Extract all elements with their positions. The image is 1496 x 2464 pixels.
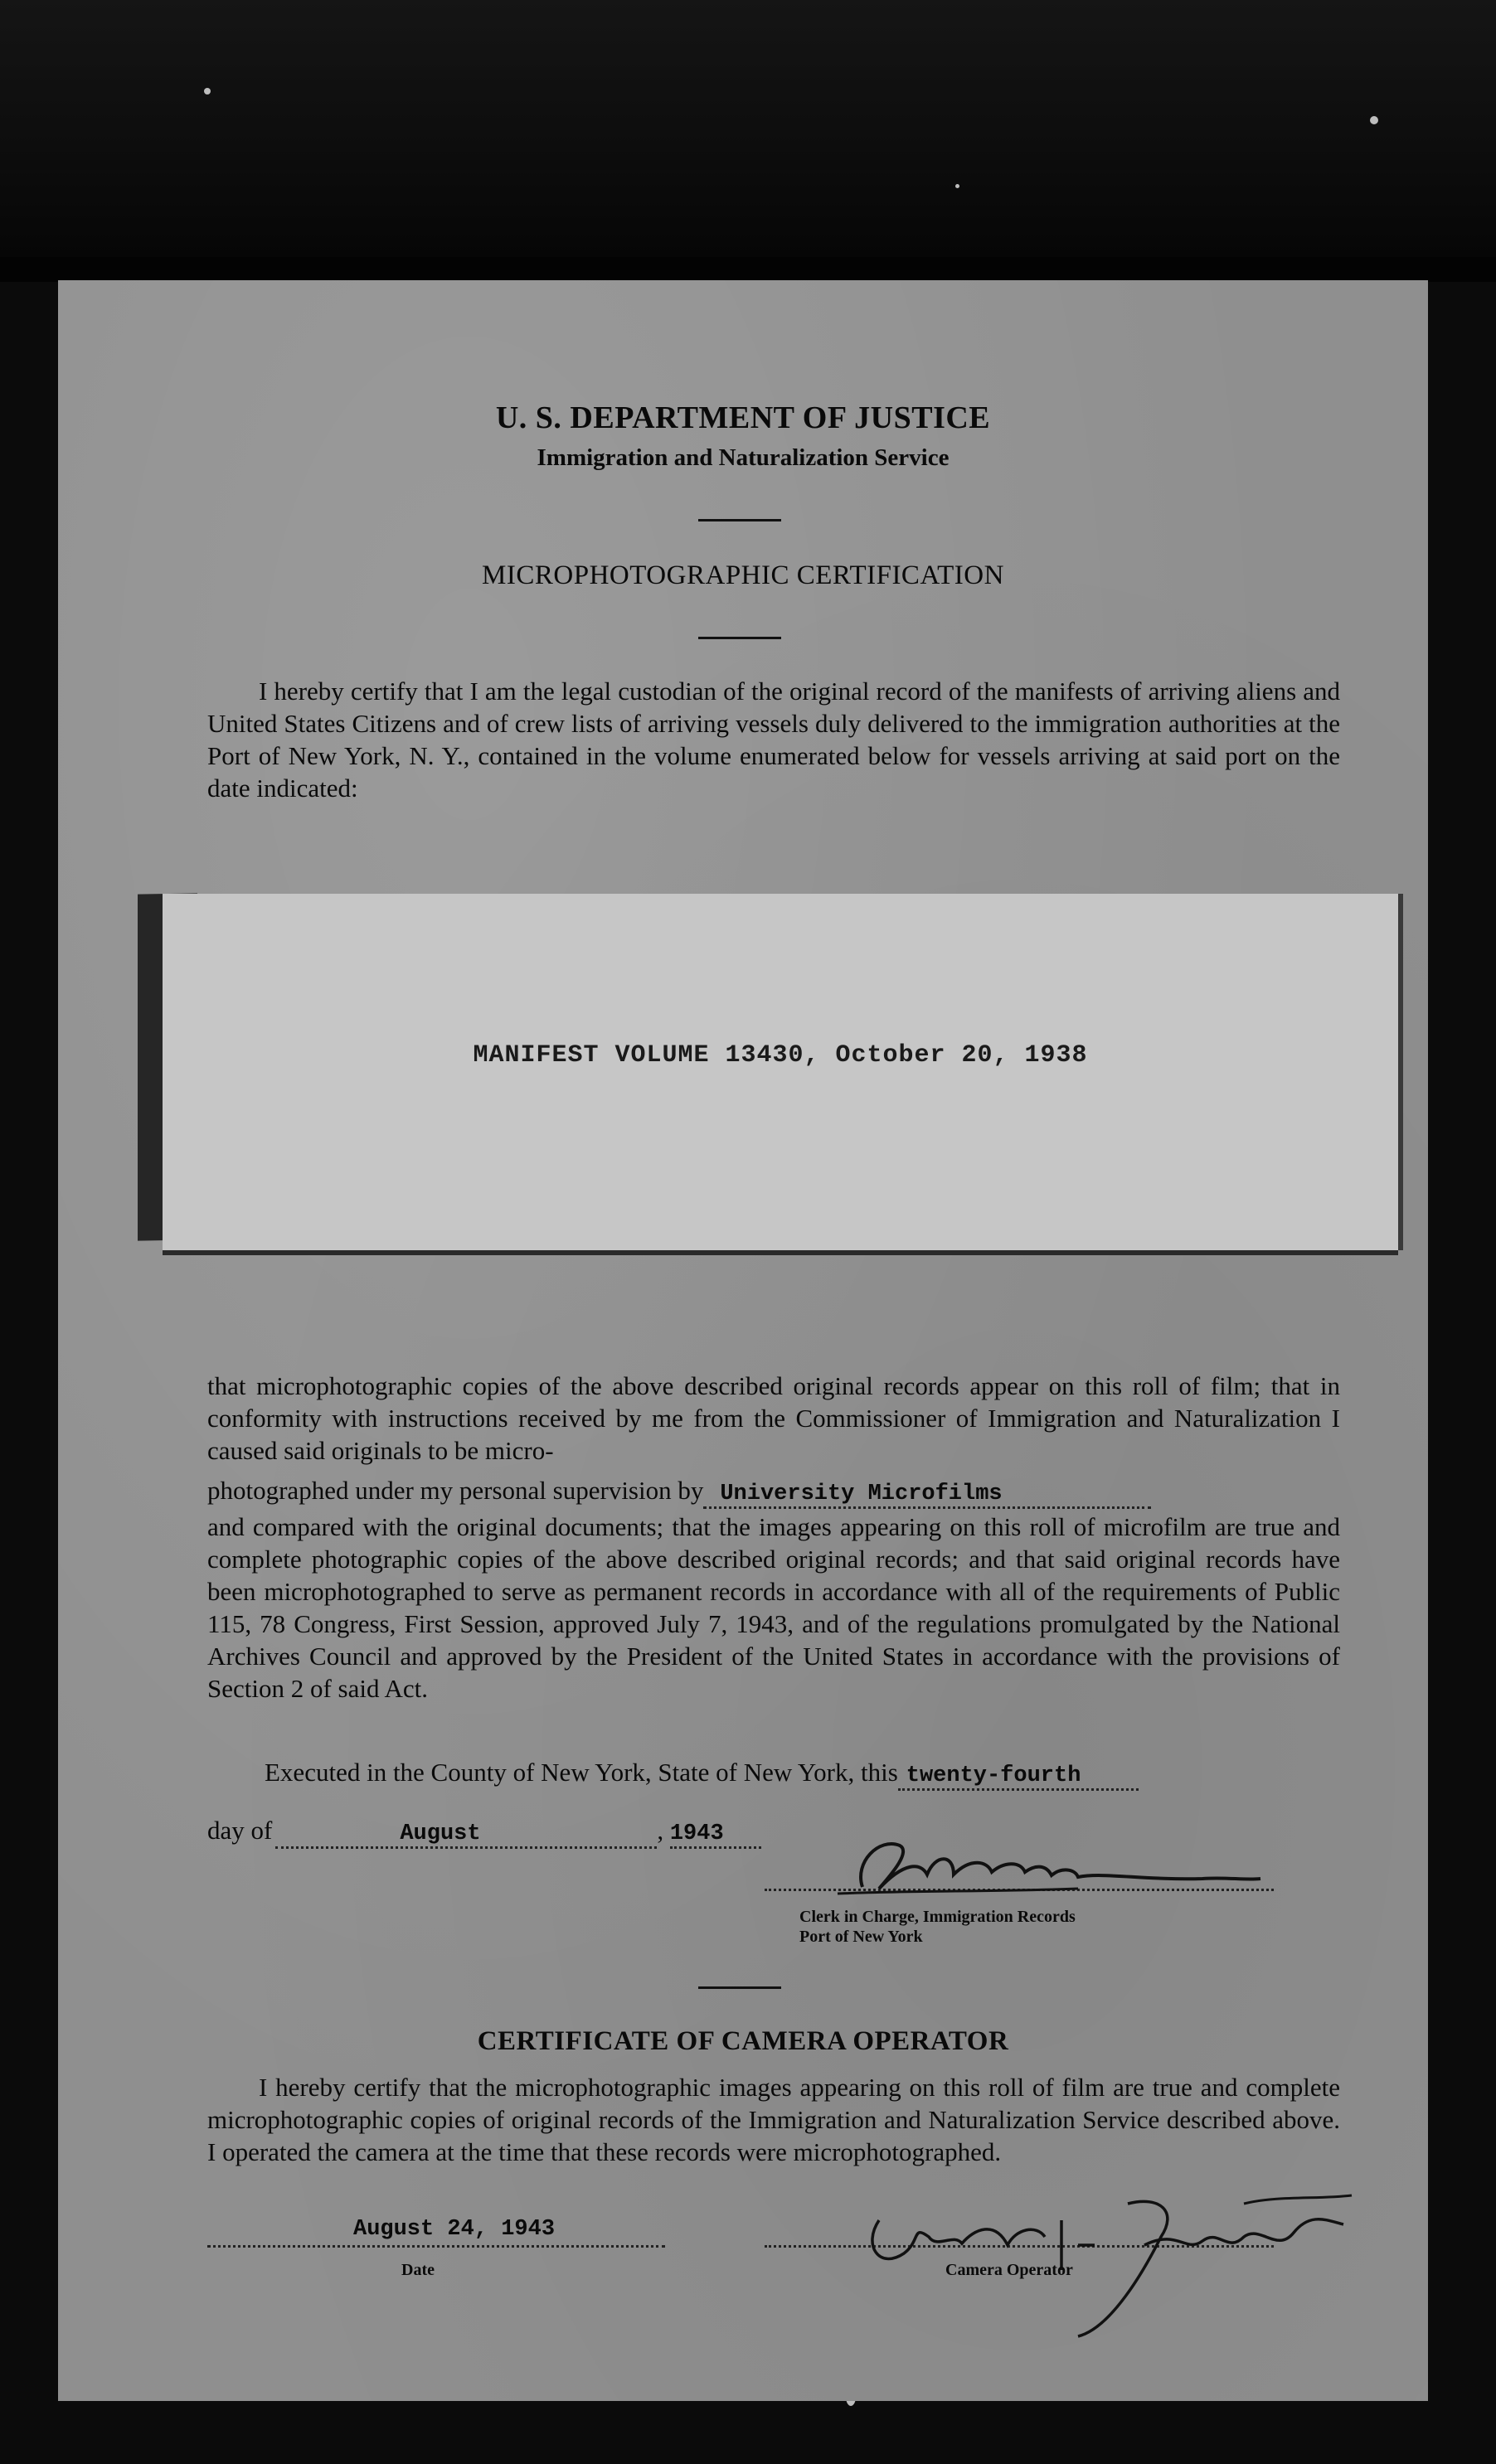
certificate-page [58, 280, 1428, 2401]
dust-speck [1370, 116, 1378, 124]
day-of-line [207, 1816, 761, 1849]
month-dots [275, 1818, 657, 1849]
body-paragraph-rest: and compared with the original documents; that the images appearing on this roll of microfilm are true and complete photographic copies of the above described original records; and that said original records have been microphotographed to serve as permanent records in accordance with all of the requirements of Public 115, 78 Congress, First Session, approved July 7, 1943, and of the regulations promulgated by the National Archives Council and approved by the President of the United States in accordance with the provisions of Section 2 of said Act. [207, 1512, 1340, 1703]
clerk-title: Clerk in Charge, Immigration Records [799, 1908, 1076, 1926]
divider [698, 1986, 781, 1989]
executed-day: twenty-fourth [906, 1763, 1081, 1788]
executed-line [265, 1758, 1139, 1791]
divider [698, 519, 781, 521]
scanner-band [0, 257, 1496, 282]
clerk-port: Port of New York [799, 1928, 923, 1946]
dust-speck [955, 184, 959, 188]
year-value: 1943 [669, 1821, 724, 1846]
intro-paragraph: I hereby certify that I am the legal custodian of the original record of the manifests of arriving aliens and United States Citizens and of crew lists of arriving vessels duly delivered to the immigration authorities at the Port of New York, N. Y., contained in the volume enumerated below for vessels arriving at said port on the date indicated: [207, 677, 1340, 803]
scanner-border [0, 0, 1496, 274]
operator-signature [829, 2146, 1360, 2345]
executed-dots [898, 1760, 1139, 1791]
service-subheading: Immigration and Naturalization Service [537, 444, 950, 471]
month-value: August [400, 1821, 481, 1846]
manifest-slip [163, 894, 1398, 1250]
date-label: Date [401, 2261, 435, 2279]
operator-paragraph: I hereby certify that the microphotographic images appearing on this roll of film are true and complete microphotographic copies of original records of the Immigration and Naturalization Service described above. I operated the camera at the time that these records were microphotographed. [207, 2073, 1340, 2166]
year-dots [670, 1818, 761, 1849]
certification-title: MICROPHOTOGRAPHIC CERTIFICATION [482, 560, 1004, 590]
body-paragraph-start: that microphotographic copies of the above described original records appear on this roll of film; that in conformity with instructions received by me from the Commissioner of Immigration and Naturalization I caused said originals to be micro- [207, 1371, 1340, 1465]
date-line [207, 2245, 665, 2248]
supervision-prefix: photographed under my personal supervision by [207, 1476, 704, 1505]
clerk-label [799, 1907, 1076, 1947]
year-separator: , [657, 1816, 664, 1845]
camera-operator-label: Camera Operator [945, 2261, 1073, 2279]
day-of-label: day of [207, 1816, 273, 1845]
supervision-dots [703, 1478, 1151, 1509]
executed-prefix: Executed in the County of New York, State of New York, this [265, 1758, 898, 1787]
supervision-line [207, 1476, 1340, 1509]
divider [698, 637, 781, 639]
manifest-volume: MANIFEST VOLUME 13430, October 20, 1938 [473, 1041, 1088, 1070]
department-heading: U. S. DEPARTMENT OF JUSTICE [495, 400, 991, 435]
operator-date-value: August 24, 1943 [353, 2217, 556, 2242]
operator-certificate-title: CERTIFICATE OF CAMERA OPERATOR [477, 2026, 1009, 2056]
clerk-signature [829, 1829, 1277, 1904]
filmed-by-value: University Microfilms [720, 1482, 1003, 1506]
dust-speck [204, 88, 211, 95]
